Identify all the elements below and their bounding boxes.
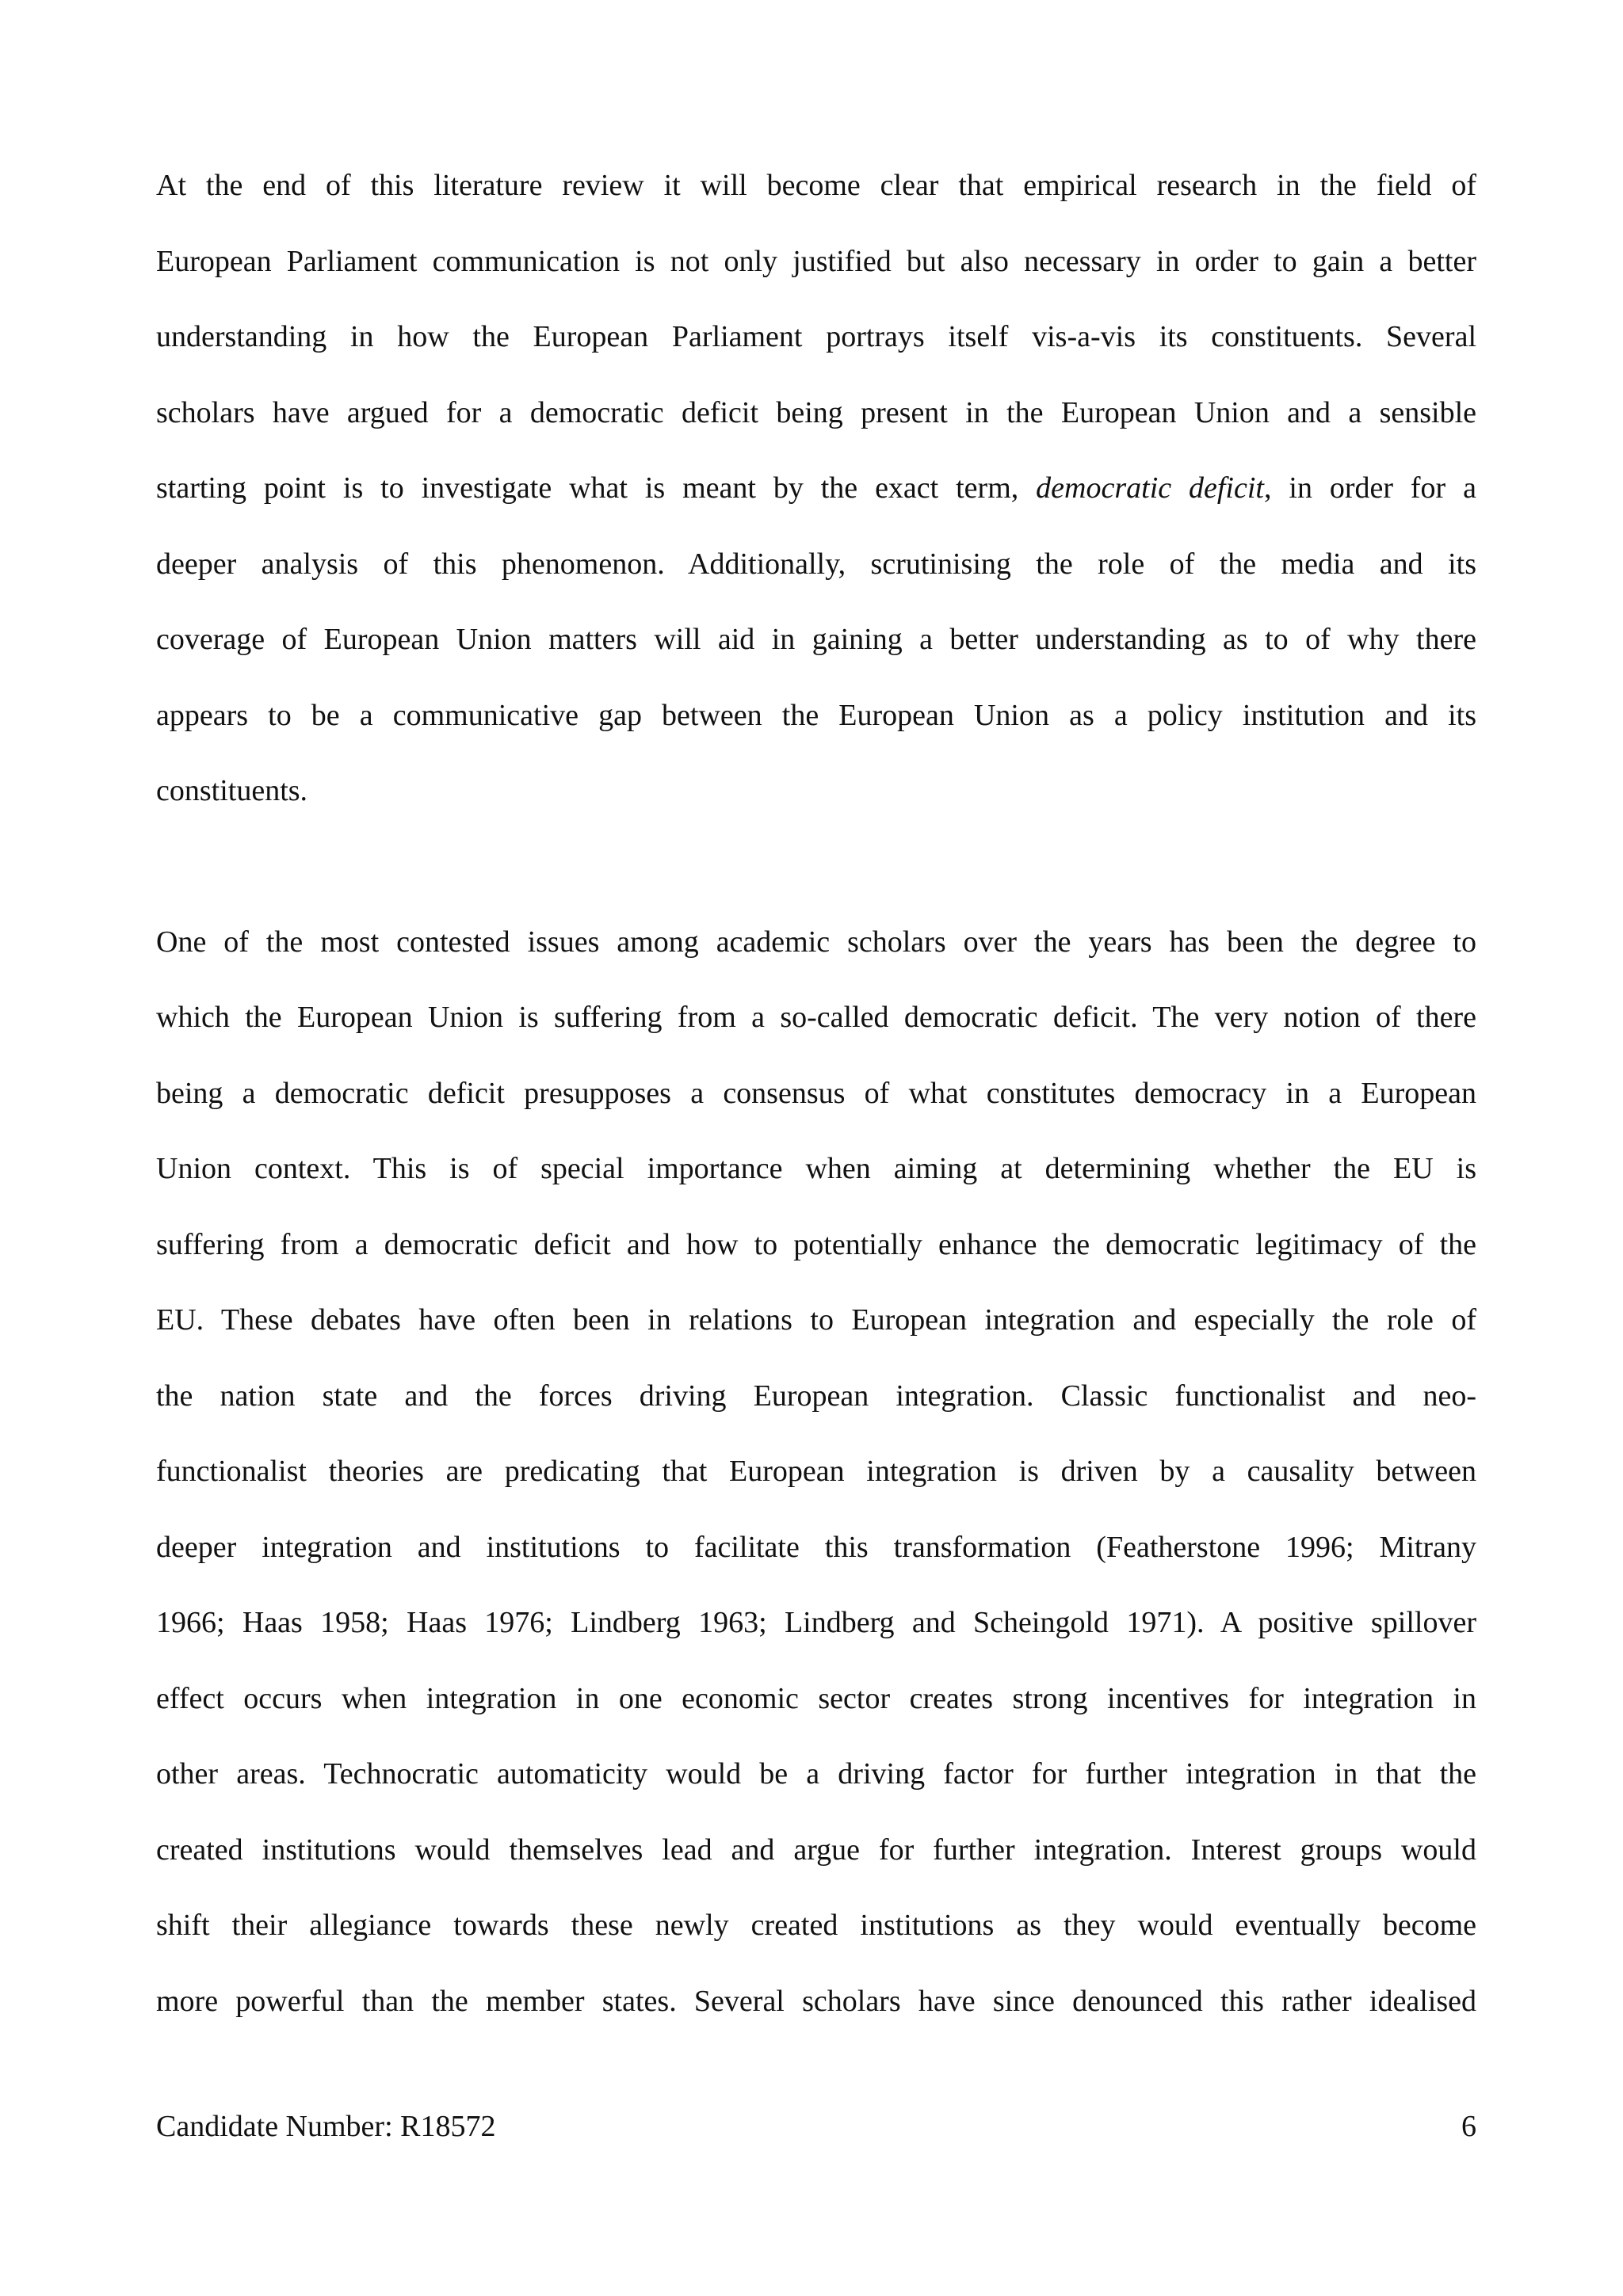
text-line: Union context. This is of special importance when aiming at determining whether the EU is: [156, 1152, 1476, 1185]
text-line: being a democratic deficit presupposes a consensus of what constitutes democracy in a European: [156, 1076, 1476, 1110]
italic-term: democratic deficit: [1036, 471, 1264, 505]
text-segment: , in order for a: [1263, 471, 1476, 505]
text-line: constituents.: [156, 774, 308, 807]
text-line: [156, 451, 1476, 527]
text-line: One of the most contested issues among academic scholars over the years has been the degree to: [156, 925, 1476, 959]
text-line: created institutions would themselves lead and argue for further integration. Interest groups would: [156, 1833, 1476, 1867]
text-line: more powerful than the member states. Several scholars have since denounced this rather idealised: [156, 1984, 1476, 2018]
text-line: other areas. Technocratic automaticity would be a driving factor for further integration in that the: [156, 1757, 1476, 1791]
page-number: 6: [1461, 2110, 1476, 2143]
text-line: deeper analysis of this phenomenon. Additionally, scrutinising the role of the media and its: [156, 547, 1476, 581]
text-line: suffering from a democratic deficit and how to potentially enhance the democratic legitimacy of the: [156, 1227, 1476, 1261]
text-line: which the European Union is suffering from a so-called democratic deficit. The very notion of there: [156, 1001, 1476, 1034]
body-text: [156, 148, 1476, 2039]
text-segment: starting point is to investigate what is meant by the exact term,: [156, 471, 1037, 505]
text-line: the nation state and the forces driving European integration. Classic functionalist and neo-: [156, 1379, 1476, 1413]
text-line: scholars have argued for a democratic deficit being present in the European Union and a sensible: [156, 395, 1476, 429]
text-line: deeper integration and institutions to facilitate this transformation (Featherstone 1996; Mitrany: [156, 1530, 1476, 1564]
text-line: effect occurs when integration in one economic sector creates strong incentives for integration in: [156, 1681, 1476, 1715]
text-line: shift their allegiance towards these newly created institutions as they would eventually become: [156, 1909, 1476, 1942]
candidate-number: Candidate Number: R18572: [156, 2110, 496, 2143]
text-line: European Parliament communication is not only justified but also necessary in order to gain a better: [156, 244, 1476, 278]
paragraph-2: [156, 905, 1476, 2040]
text-line: 1966; Haas 1958; Haas 1976; Lindberg 1963; Lindberg and Scheingold 1971). A positive spillover: [156, 1606, 1476, 1639]
page-footer: [156, 2109, 1476, 2157]
text-line: understanding in how the European Parliament portrays itself vis-a-vis its constituents. Several: [156, 320, 1476, 353]
text-line: appears to be a communicative gap between the European Union as a policy institution and its: [156, 698, 1476, 732]
text-line: EU. These debates have often been in relations to European integration and especially the role of: [156, 1303, 1476, 1337]
text-line: functionalist theories are predicating that European integration is driven by a causality between: [156, 1455, 1476, 1488]
paragraph-1: [156, 148, 1476, 830]
text-line: At the end of this literature review it will become clear that empirical research in the field of: [156, 169, 1476, 202]
text-line: coverage of European Union matters will aid in gaining a better understanding as to of why there: [156, 623, 1476, 656]
